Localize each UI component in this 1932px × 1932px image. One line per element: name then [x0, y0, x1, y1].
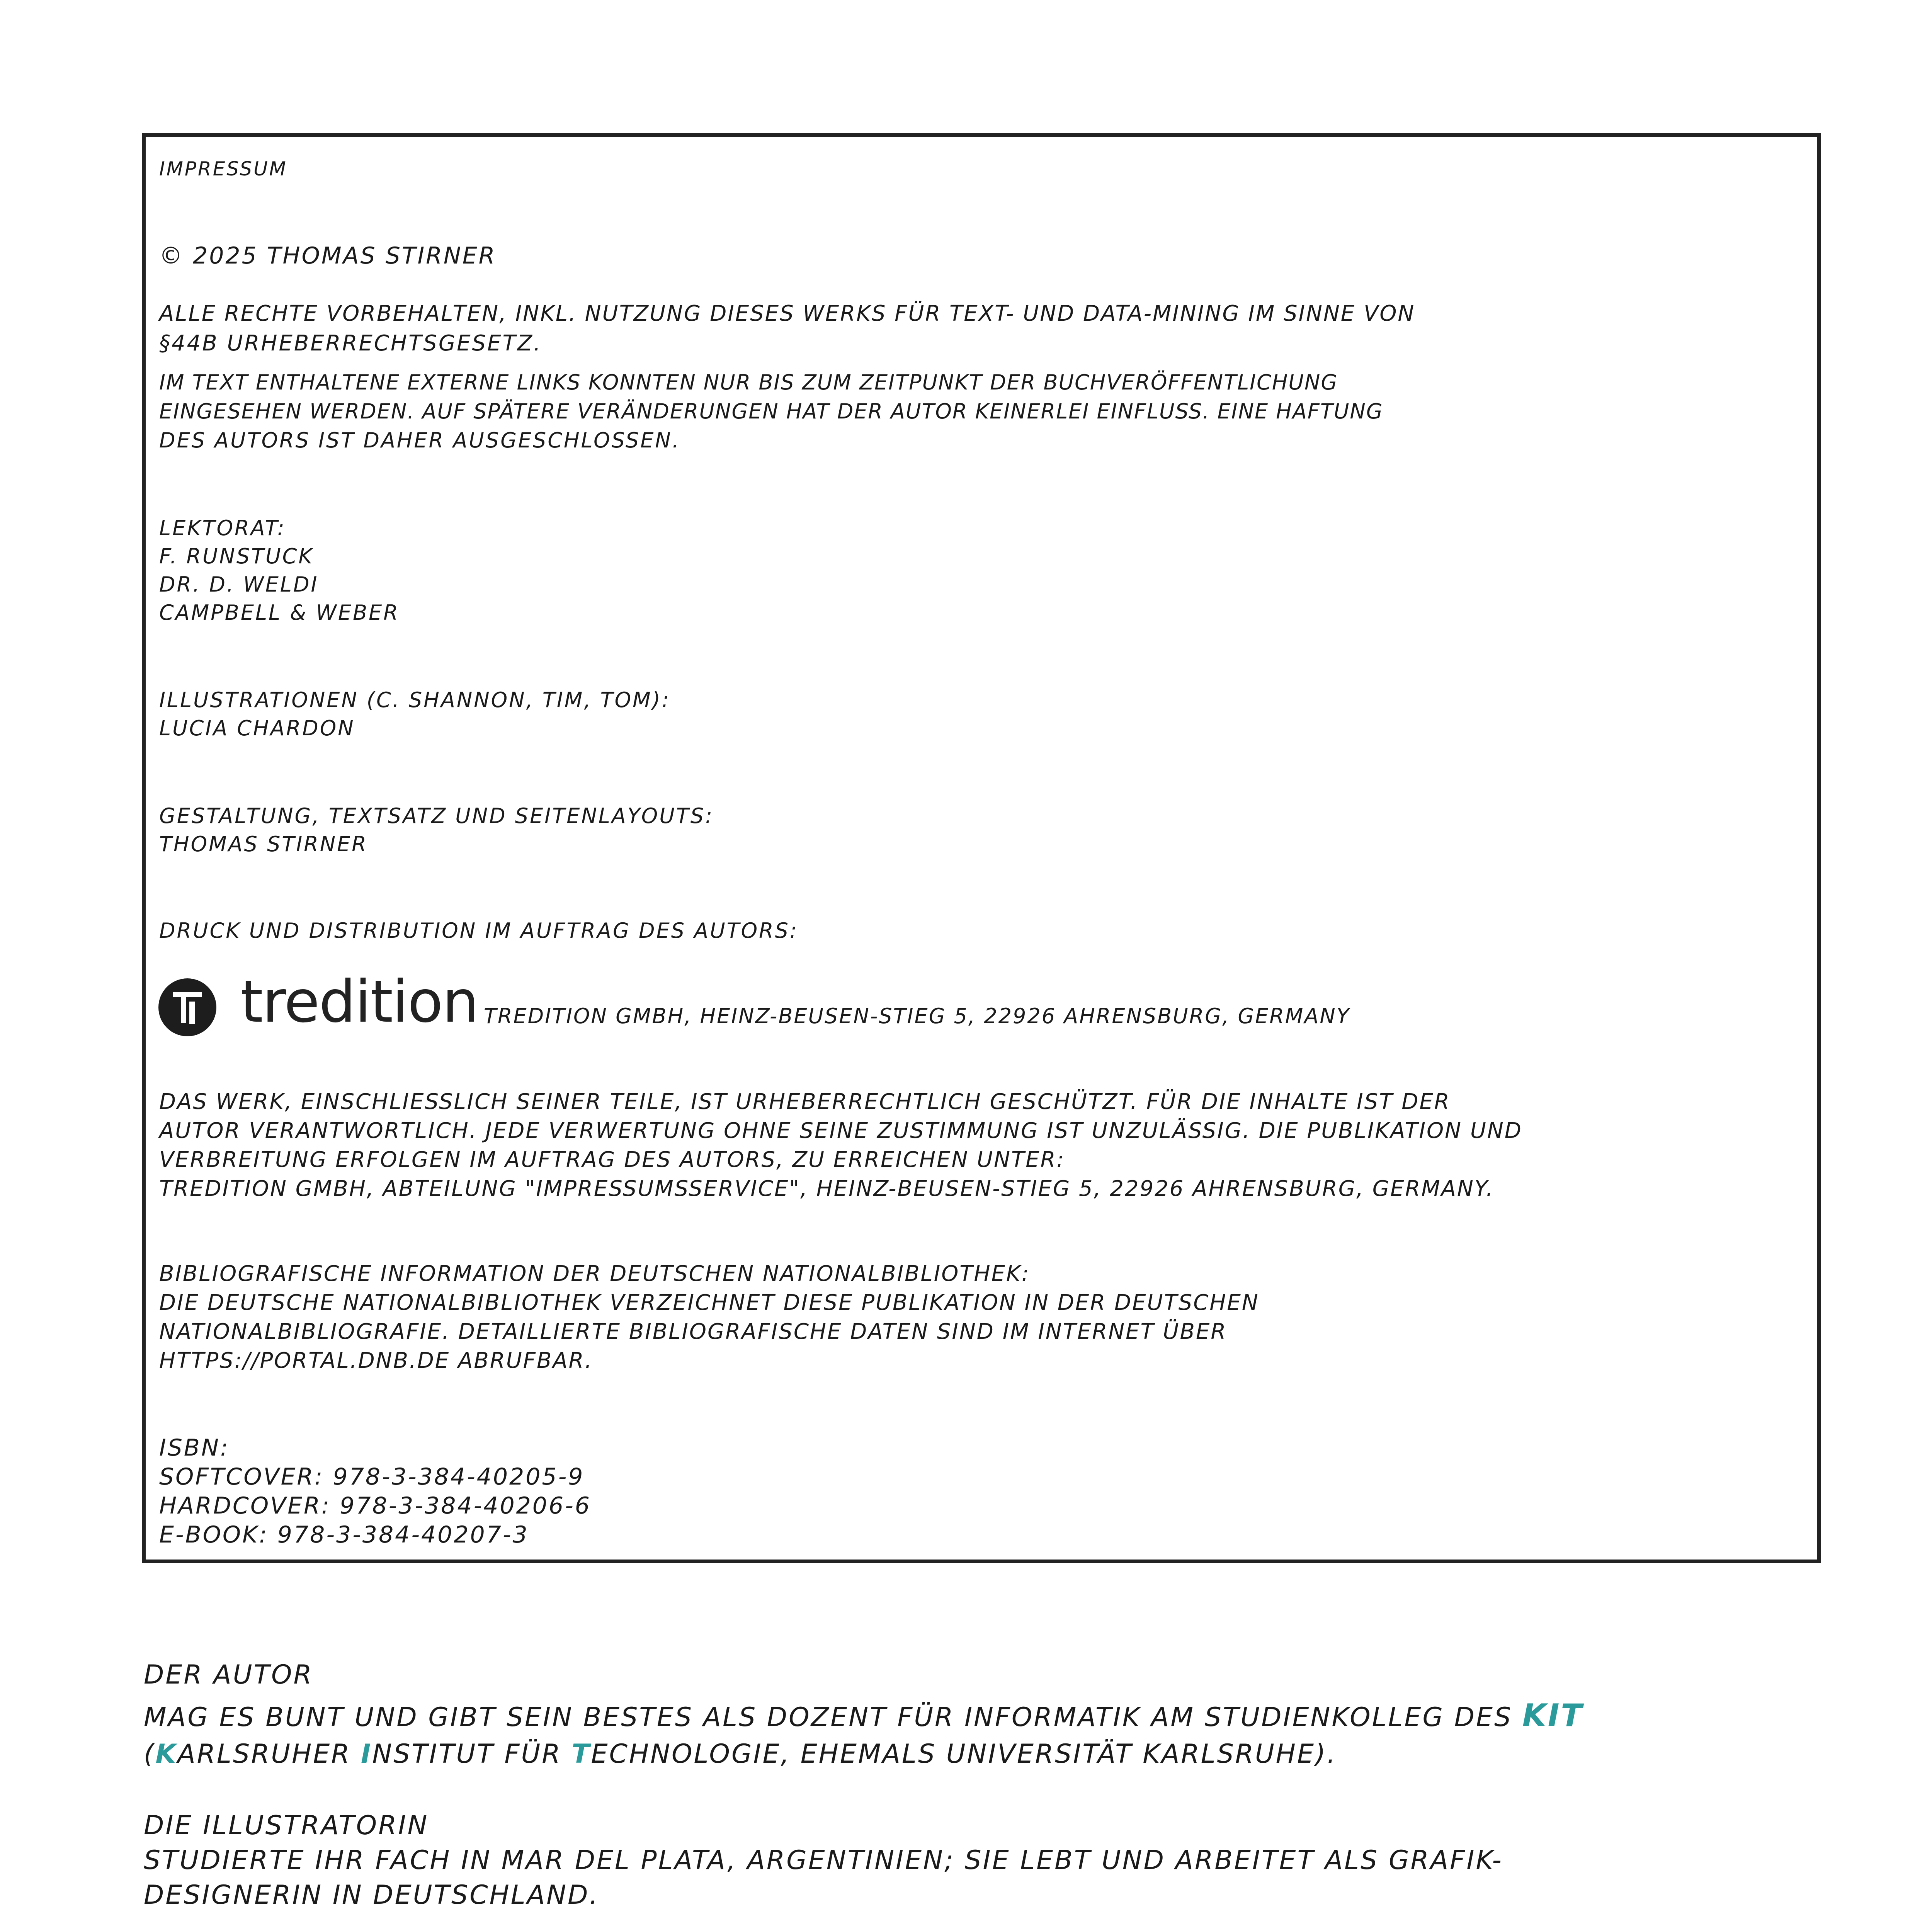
werk-line-2: AUTOR VERANTWORTLICH. JEDE VERWERTUNG OHNE SEINE ZUSTIMMUNG IST UNZULÄSSIG. DIE PUBLIKATION UND [159, 1118, 1522, 1143]
tredition-logo-icon [158, 978, 216, 1036]
isbn-hardcover: HARDCOVER: 978-3-384-40206-6 [159, 1492, 591, 1519]
publisher-address: TREDITION GMBH, HEINZ-BEUSEN-STIEG 5, 22926 AHRENSBURG, GERMANY [484, 1004, 1350, 1028]
lektorat-label: LEKTORAT: [159, 516, 286, 540]
kit-k: K [155, 1739, 178, 1769]
biblio-line-2: DIE DEUTSCHE NATIONALBIBLIOTHEK VERZEICHNET DIESE PUBLIKATION IN DER DEUTSCHEN [159, 1290, 1259, 1315]
author-heading: DER AUTOR [144, 1660, 313, 1690]
isbn-softcover: SOFTCOVER: 978-3-384-40205-9 [159, 1463, 585, 1490]
design-label: GESTALTUNG, TEXTSATZ UND SEITENLAYOUTS: [159, 804, 714, 828]
werk-line-4: TREDITION GMBH, ABTEILUNG "IMPRESSUMSSERVICE", HEINZ-BEUSEN-STIEG 5, 22926 AHRENSBURG, GERMANY. [159, 1176, 1494, 1201]
lektorat-name-2: DR. D. WELDI [159, 572, 319, 597]
tredition-wordmark: tredition [240, 968, 478, 1036]
werk-line-3: VERBREITUNG ERFOLGEN IM AUFTRAG DES AUTORS, ZU ERREICHEN UNTER: [159, 1147, 1065, 1172]
copyright-line: © 2025 THOMAS STIRNER [159, 242, 497, 269]
illustrations-label: ILLUSTRATIONEN (C. SHANNON, TIM, TOM): [159, 688, 671, 712]
links-line-1: IM TEXT ENTHALTENE EXTERNE LINKS KONNTEN NUR BIS ZUM ZEITPUNKT DER BUCHVERÖFFENTLICHUNG [159, 370, 1338, 395]
werk-line-1: DAS WERK, EINSCHLIESSLICH SEINER TEILE, IST URHEBERRECHTLICH GESCHÜTZT. FÜR DIE INHALTE IST DER [159, 1089, 1451, 1114]
kit-acronym: KIT [1522, 1697, 1584, 1733]
print-label: DRUCK UND DISTRIBUTION IM AUFTRAG DES AUTORS: [159, 918, 799, 943]
author-line-2 [144, 1737, 1337, 1772]
illustrator-line-1: STUDIERTE IHR FACH IN MAR DEL PLATA, ARGENTINIEN; SIE LEBT UND ARBEITET ALS GRAFIK- [144, 1845, 1503, 1876]
lektorat-name-1: F. RUNSTUCK [159, 544, 314, 568]
biblio-line-3: NATIONALBIBLIOGRAFIE. DETAILLIERTE BIBLIOGRAFISCHE DATEN SIND IM INTERNET ÜBER [159, 1319, 1227, 1344]
kit-i: I [361, 1739, 372, 1769]
kit-t: T [571, 1739, 591, 1769]
paren-open: ( [144, 1739, 156, 1769]
isbn-ebook: E-BOOK: 978-3-384-40207-3 [159, 1521, 529, 1548]
biblio-url[interactable]: HTTPS://PORTAL.DNB.DE ABRUFBAR. [159, 1348, 593, 1373]
links-line-3: DES AUTORS IST DAHER AUSGESCHLOSSEN. [159, 428, 680, 452]
kit-k-rest: ARLSRUHER [177, 1739, 361, 1769]
kit-t-rest: ECHNOLOGIE, EHEMALS UNIVERSITÄT KARLSRUHE). [591, 1739, 1337, 1769]
author-line-1 [144, 1698, 1583, 1735]
illustrator-line-2: DESIGNERIN IN DEUTSCHLAND. [144, 1880, 600, 1910]
lektorat-name-3: CAMPBELL & WEBER [159, 600, 400, 625]
impressum-title: IMPRESSUM [159, 158, 287, 180]
illustrator-heading: DIE ILLUSTRATORIN [144, 1810, 429, 1841]
author-text: MAG ES BUNT UND GIBT SEIN BESTES ALS DOZENT FÜR INFORMATIK AM STUDIENKOLLEG DES [144, 1702, 1522, 1733]
design-name: THOMAS STIRNER [159, 832, 368, 856]
rights-line-2: §44B URHEBERRECHTSGESETZ. [159, 331, 542, 356]
kit-i-rest: NSTITUT FÜR [372, 1739, 572, 1769]
links-line-2: EINGESEHEN WERDEN. AUF SPÄTERE VERÄNDERUNGEN HAT DER AUTOR KEINERLEI EINFLUSS. EINE HAFTUNG [159, 399, 1383, 423]
biblio-line-1: BIBLIOGRAFISCHE INFORMATION DER DEUTSCHEN NATIONALBIBLIOTHEK: [159, 1261, 1030, 1286]
illustrations-name: LUCIA CHARDON [159, 716, 355, 740]
rights-line-1: ALLE RECHTE VORBEHALTEN, INKL. NUTZUNG DIESES WERKS FÜR TEXT- UND DATA-MINING IM SINNE VON [159, 301, 1415, 326]
isbn-label: ISBN: [159, 1434, 230, 1461]
